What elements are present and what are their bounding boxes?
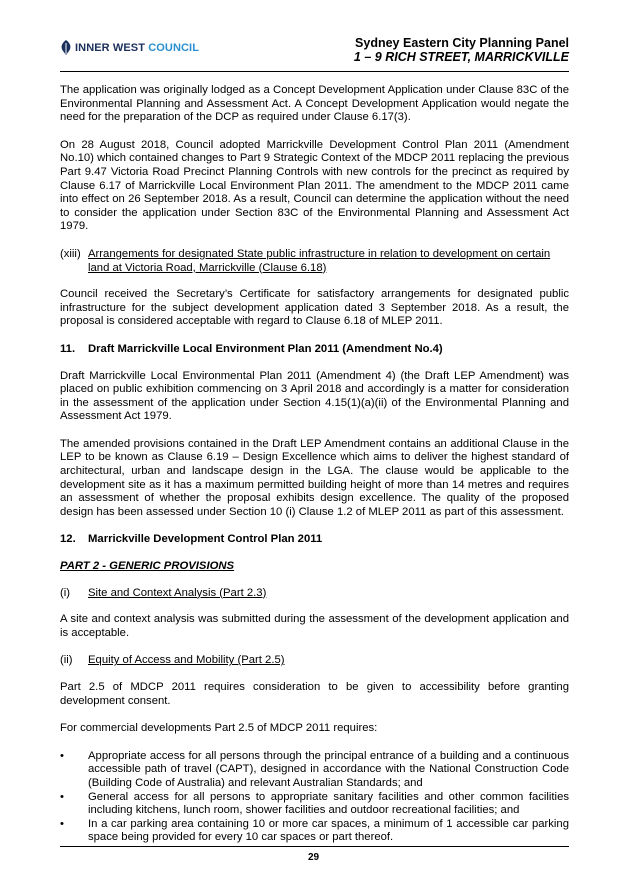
part-heading: PART 2 - GENERIC PROVISIONS bbox=[60, 560, 235, 573]
list-item bbox=[60, 791, 569, 818]
section-heading bbox=[60, 343, 569, 357]
logo-wordmark-part1: INNER WEST bbox=[75, 41, 146, 54]
section-title: Draft Marrickville Local Environment Plan 2011 (Amendment No.4) bbox=[88, 342, 443, 355]
section-number: 11. bbox=[60, 342, 76, 355]
subsection-number: (ii) bbox=[60, 654, 73, 667]
bullet-icon: • bbox=[60, 749, 64, 762]
paragraph: Draft Marrickville Local Environmental Plan 2011 (Amendment 4) (the Draft LEP Amendment) was placed on public exhibition commencing on 3 April 2018 and accordingly is a matter for consideration in the assessment of the application under Section 4.15(1)(a)(ii) of the Environmental Planning and Assessment Act 1979. bbox=[60, 369, 569, 423]
bullet-icon: • bbox=[60, 817, 64, 830]
section-number: 12. bbox=[60, 533, 76, 546]
paragraph: Part 2.5 of MDCP 2011 requires consideration to be given to accessibility before granting development consent. bbox=[60, 681, 569, 707]
page-number: 29 bbox=[307, 852, 320, 863]
subsection-heading bbox=[60, 587, 569, 601]
header-divider bbox=[60, 71, 569, 72]
subsection-title: Arrangements for designated State public infrastructure in relation to development on certain land at Victoria Road, Marrickville (Clause 6.18) bbox=[88, 247, 551, 274]
paragraph: For commercial developments Part 2.5 of MDCP 2011 requires: bbox=[60, 722, 378, 735]
subsection-title: Site and Context Analysis (Part 2.3) bbox=[88, 586, 267, 599]
list-item bbox=[60, 818, 569, 845]
site-address: 1 – 9 RICH STREET, MARRICKVILLE bbox=[353, 50, 569, 64]
footer-divider bbox=[60, 846, 569, 847]
paragraph: On 28 August 2018, Council adopted Marrickville Development Control Plan 2011 (Amendment No.10) which contained changes to Part 9 Strategic Context of the MDCP 2011 replacing the previous Part 9.47 Victoria Road Precinct Planning Controls with new controls for the precinct as required by Clause 6.17 of Marrickville Local Environment Plan 2011. The amendment to the MDCP 2011 came into effect on 26 September 2018. As a result, Council can determine the application without the need to consider the application under Section 83C of the Environmental Planning and Assessment Act 1979. bbox=[60, 138, 569, 233]
list-item-text: In a car parking area containing 10 or more car spaces, a minimum of 1 accessible car parking space being provided for every 10 car spaces or part thereof. bbox=[88, 817, 569, 844]
subsection-title: Equity of Access and Mobility (Part 2.5) bbox=[88, 654, 285, 667]
paragraph: Council received the Secretary’s Certificate for satisfactory arrangements for designated public infrastructure for the subject development application dated 3 September 2018. As a result, the proposal is considered acceptable with regard to Clause 6.18 of MLEP 2011. bbox=[60, 288, 569, 328]
subsection-heading bbox=[60, 654, 569, 668]
paragraph: A site and context analysis was submitted during the assessment of the development application and is acceptable. bbox=[60, 613, 569, 639]
council-logo bbox=[60, 40, 199, 55]
paragraph: The amended provisions contained in the Draft LEP Amendment contains an additional Clause in the LEP to be known as Clause 6.19 – Design Excellence which aims to deliver the highest standard of architectural, urban and landscape design in the LGA. The clause would be applicable to the development site as it has a maximum permitted building height of more than 14 metres and requires an assessment of whether the proposal exhibits design excellence. The quality of the proposed design has been assessed under Section 10 (i) Clause 1.2 of MLEP 2011 as part of this assessment. bbox=[60, 437, 569, 518]
logo-wordmark bbox=[75, 42, 199, 54]
list-item-text: General access for all persons to appropriate sanitary facilities and other common facilities including kitchens, lunch room, shower facilities and outdoor recreational facilities; and bbox=[88, 790, 569, 817]
list-item bbox=[60, 750, 569, 791]
subsection-number: (xiii) bbox=[60, 247, 81, 260]
requirements-list bbox=[60, 750, 569, 845]
subsection-number: (i) bbox=[60, 586, 71, 599]
bullet-icon: • bbox=[60, 790, 64, 803]
panel-title: Sydney Eastern City Planning Panel bbox=[355, 36, 569, 50]
logo-wordmark-part2: COUNCIL bbox=[148, 41, 200, 54]
subsection-heading bbox=[60, 248, 569, 275]
paragraph: The application was originally lodged as a Concept Development Application under Clause 83C of the Environmental Planning and Assessment Act. A Concept Development Application would negate the need for the preparation of the DCP as required under Clause 6.17(3). bbox=[60, 84, 569, 124]
section-title: Marrickville Development Control Plan 2011 bbox=[88, 533, 323, 546]
section-heading bbox=[60, 533, 569, 547]
header-titles bbox=[354, 36, 569, 64]
leaf-logo-icon bbox=[60, 40, 72, 55]
body-content bbox=[60, 84, 569, 845]
list-item-text: Appropriate access for all persons through the principal entrance of a building and a continuous accessible path of travel (CAPT), designed in accordance with the National Construction Code (Building Code of Australia) and relevant Australian Standards; and bbox=[88, 749, 569, 789]
page-header bbox=[60, 36, 569, 76]
